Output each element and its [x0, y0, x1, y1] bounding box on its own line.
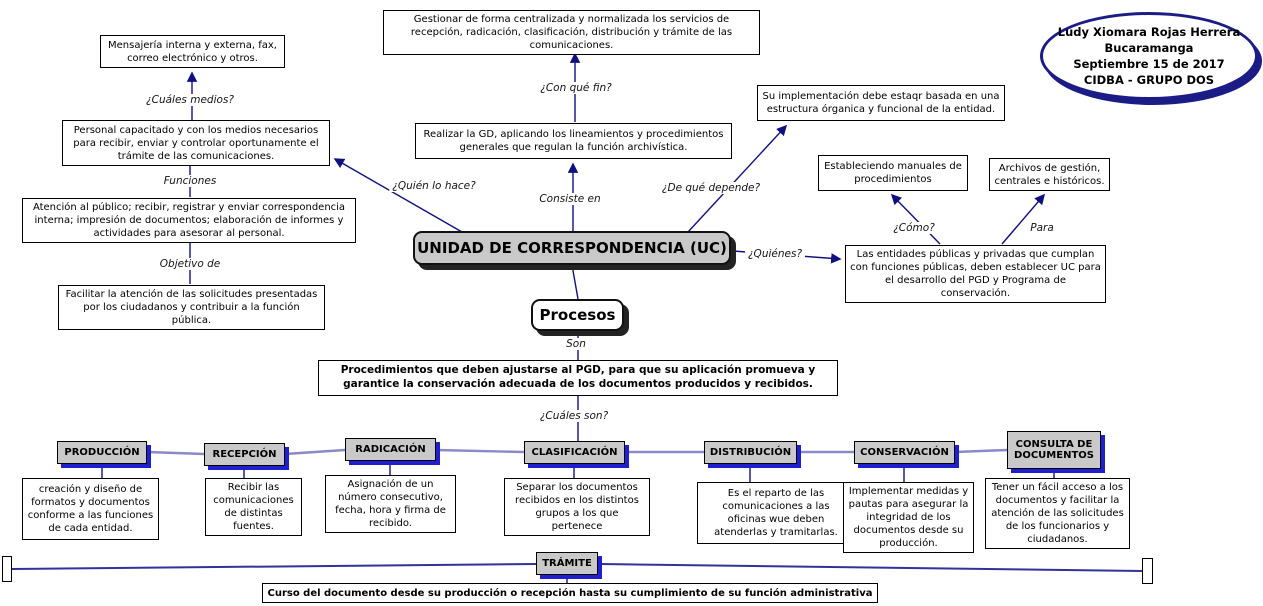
link-label-para[interactable]: Para [1027, 222, 1057, 234]
author-group: CIDBA - GRUPO DOS [1083, 73, 1215, 88]
link-label-objetivo-de[interactable]: Objetivo de [157, 258, 223, 270]
process-desc-clasificacion[interactable]: Separar los documentos recibidos en los distintos grupos a los que pertenece [504, 478, 650, 536]
link-label-cuales-medios[interactable]: ¿Cuáles medios? [143, 94, 237, 106]
link-label-cuales-son[interactable]: ¿Cuáles son? [537, 410, 611, 422]
concept-box-entidades[interactable]: Las entidades públicas y privadas que cumplan con funciones públicas, deben establecer UC para el desarrollo del PGD y Programa de conservación. [845, 245, 1106, 303]
link-label-con-que-fin[interactable]: ¿Con qué fin? [537, 82, 614, 94]
author-oval[interactable] [1040, 12, 1258, 100]
concept-box-archivos[interactable]: Archivos de gestión, centrales e históricos. [989, 158, 1110, 191]
process-desc-recepcion[interactable]: Recibir las comunicaciones de distintas fuentes. [205, 478, 302, 536]
author-date: Septiembre 15 de 2017 [1073, 57, 1225, 71]
author-city: Bucaramanga [1104, 40, 1194, 55]
concept-box-realizar[interactable]: Realizar la GD, aplicando los lineamientos y procedimientos generales que regulan la función archivística. [415, 123, 732, 159]
process-header-produccion[interactable]: PRODUCCIÓN [57, 441, 147, 464]
author-name: Ludy Xiomara Rojas Herrera [1057, 24, 1241, 39]
process-header-recepcion[interactable]: RECEPCIÓN [204, 443, 285, 466]
link-label-funciones[interactable]: Funciones [161, 175, 220, 187]
node-procesos[interactable]: Procesos [531, 299, 624, 331]
concept-box-atencion[interactable]: Atención al público; recibir, registrar y enviar correspondencia interna; impresión de documentos; elaboración de informes y actividades para asesorar al personal. [22, 198, 356, 243]
node-tramite[interactable]: TRÁMITE [536, 552, 598, 575]
process-header-radicacion[interactable]: RADICACIÓN [345, 438, 436, 461]
process-desc-distribucion[interactable]: Es el reparto de las comunicaciones a las oficinas wue deben atenderlas y tramitarlas. [697, 482, 855, 544]
process-desc-radicacion[interactable]: Asignación de un número consecutivo, fecha, hora y firma de recibido. [325, 475, 456, 533]
link-label-quienes[interactable]: ¿Quiénes? [745, 248, 805, 260]
concept-box-gestionar[interactable]: Gestionar de forma centralizada y normalizada los servicios de recepción, radicación, clasificación, distribución y trámite de las comunicaciones. [383, 10, 760, 55]
main-node-unidad-correspondencia[interactable]: UNIDAD DE CORRESPONDENCIA (UC) [413, 231, 731, 265]
concept-box-manuales[interactable]: Estableciendo manuales de procedimientos [818, 155, 968, 191]
process-header-consulta-documentos[interactable]: CONSULTA DE DOCUMENTOS [1007, 431, 1101, 469]
link-label-quien-lo-hace[interactable]: ¿Quién lo hace? [389, 180, 478, 192]
concept-box-implementacion[interactable]: Su implementación debe estaqr basada en una estructura órganica y funcional de la entidad. [757, 85, 1005, 121]
link-label-de-que-depende[interactable]: ¿De qué depende? [659, 182, 763, 194]
process-desc-consulta-documentos[interactable]: Tener un fácil acceso a los documentos y facilitar la atención de las solicitudes de los funcionarios y ciudadanos. [985, 478, 1130, 549]
line-end-cap-left [2, 556, 12, 582]
link-label-consiste-en[interactable]: Consiste en [536, 193, 603, 205]
process-desc-conservacion[interactable]: Implementar medidas y pautas para asegurar la integridad de los documentos desde su producción. [843, 482, 974, 553]
process-header-distribucion[interactable]: DISTRIBUCIÓN [704, 441, 797, 464]
concept-box-mensajeria[interactable]: Mensajería interna y externa, fax, correo electrónico y otros. [100, 35, 285, 68]
process-desc-produccion[interactable]: creación y diseño de formatos y documentos conforme a las funciones de cada entidad. [22, 478, 159, 540]
process-header-conservacion[interactable]: CONSERVACIÓN [854, 441, 955, 464]
process-header-clasificacion[interactable]: CLASIFICACIÓN [524, 441, 625, 464]
link-label-son[interactable]: Son [563, 338, 589, 350]
concept-box-curso-tramite[interactable]: Curso del documento desde su producción o recepción hasta su cumplimiento de su función administrativa [262, 583, 878, 603]
link-label-como[interactable]: ¿Cómo? [890, 222, 938, 234]
concept-box-procedimientos[interactable]: Procedimientos que deben ajustarse al PGD, para que su aplicación promueva y garantice la conservación adecuada de los documentos producidos y recibidos. [318, 360, 838, 396]
line-end-cap-right [1142, 558, 1153, 584]
concept-box-facilitar[interactable]: Facilitar la atención de las solicitudes presentadas por los ciudadanos y contribuir a la función pública. [58, 285, 325, 330]
concept-box-personal[interactable]: Personal capacitado y con los medios necesarios para recibir, enviar y controlar oportunamente el trámite de las comunicaciones. [62, 120, 330, 166]
